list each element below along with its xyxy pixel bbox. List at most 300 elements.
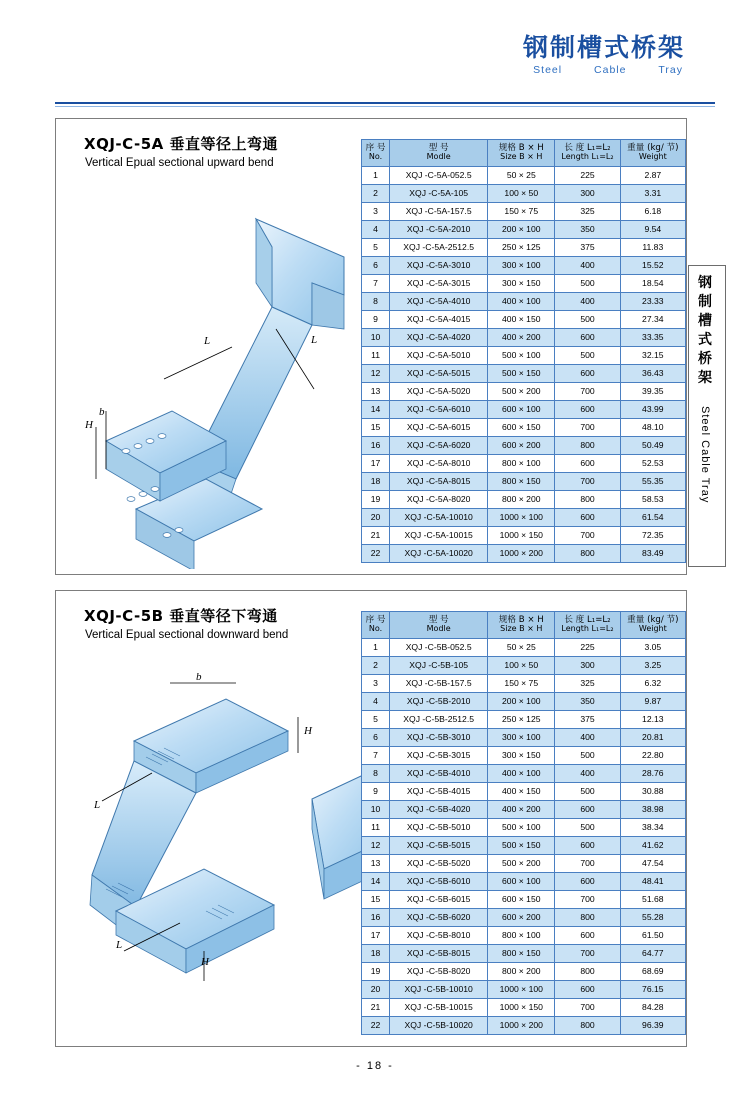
table-row xyxy=(362,801,686,819)
cell-model: XQJ -C-5B-6015 xyxy=(390,891,488,909)
table-row xyxy=(362,455,686,473)
table-row xyxy=(362,963,686,981)
cell-weight: 43.99 xyxy=(620,401,685,419)
cell-length: 500 xyxy=(555,275,620,293)
table-row xyxy=(362,873,686,891)
table-row xyxy=(362,491,686,509)
cell-no: 11 xyxy=(362,819,390,837)
cell-model: XQJ -C-5A-2010 xyxy=(390,221,488,239)
cell-size: 500 × 150 xyxy=(488,365,555,383)
cell-model: XQJ -C-5B-105 xyxy=(390,657,488,675)
cell-size: 800 × 150 xyxy=(488,473,555,491)
table-row xyxy=(362,909,686,927)
cell-model: XQJ -C-5B-2512.5 xyxy=(390,711,488,729)
table-row xyxy=(362,657,686,675)
table-row xyxy=(362,509,686,527)
table-body xyxy=(362,167,686,563)
table-row xyxy=(362,167,686,185)
drawing-label-b: b xyxy=(99,406,105,418)
cell-no: 20 xyxy=(362,509,390,527)
header-divider-thin xyxy=(55,106,715,107)
cell-size: 400 × 100 xyxy=(488,293,555,311)
table-row xyxy=(362,981,686,999)
cell-length: 800 xyxy=(555,1017,620,1035)
table-row xyxy=(362,347,686,365)
table-row xyxy=(362,639,686,657)
cell-size: 500 × 200 xyxy=(488,383,555,401)
col-header-weight: 重量 (kg/ 节) Weight xyxy=(620,140,685,167)
header-title-cn: 钢制槽式桥架 xyxy=(522,33,685,62)
cell-weight: 68.69 xyxy=(620,963,685,981)
cell-no: 2 xyxy=(362,657,390,675)
table-row xyxy=(362,401,686,419)
cell-size: 200 × 100 xyxy=(488,221,555,239)
drawing-label-L-top: L xyxy=(204,335,211,347)
cell-size: 600 × 200 xyxy=(488,909,555,927)
cell-size: 400 × 150 xyxy=(488,783,555,801)
cell-weight: 48.41 xyxy=(620,873,685,891)
table-row xyxy=(362,365,686,383)
table-row xyxy=(362,383,686,401)
cell-model: XQJ -C-5A-3010 xyxy=(390,257,488,275)
cell-length: 600 xyxy=(555,927,620,945)
header-sub-word-3: Tray xyxy=(658,64,683,76)
cell-weight: 20.81 xyxy=(620,729,685,747)
table-row xyxy=(362,275,686,293)
cell-weight: 39.35 xyxy=(620,383,685,401)
cell-model: XQJ -C-5A-10020 xyxy=(390,545,488,563)
header-subtitle-en xyxy=(505,64,683,76)
cell-weight: 61.54 xyxy=(620,509,685,527)
cell-length: 600 xyxy=(555,455,620,473)
cell-length: 400 xyxy=(555,729,620,747)
cell-size: 500 × 100 xyxy=(488,819,555,837)
cell-model: XQJ -C-5B-10010 xyxy=(390,981,488,999)
cell-size: 800 × 150 xyxy=(488,945,555,963)
cell-model: XQJ -C-5A-6020 xyxy=(390,437,488,455)
cell-model: XQJ -C-5A-4015 xyxy=(390,311,488,329)
cell-size: 250 × 125 xyxy=(488,711,555,729)
header-sub-word-1: Steel xyxy=(533,64,563,76)
cell-weight: 12.13 xyxy=(620,711,685,729)
drawing-label-H: H xyxy=(85,419,93,431)
table-row xyxy=(362,257,686,275)
cell-no: 6 xyxy=(362,729,390,747)
table-row xyxy=(362,311,686,329)
cell-weight: 32.15 xyxy=(620,347,685,365)
drawing-b-label-L-left: L xyxy=(94,799,101,811)
cell-model: XQJ -C-5B-4010 xyxy=(390,765,488,783)
cell-weight: 9.87 xyxy=(620,693,685,711)
cell-size: 1000 × 150 xyxy=(488,527,555,545)
cell-model: XQJ -C-5A-10015 xyxy=(390,527,488,545)
cell-length: 700 xyxy=(555,473,620,491)
cell-weight: 9.54 xyxy=(620,221,685,239)
cell-size: 400 × 200 xyxy=(488,801,555,819)
cell-model: XQJ -C-5B-8015 xyxy=(390,945,488,963)
spec-table-upward-bend xyxy=(361,139,686,563)
drawing-b-label-H-bottom: H xyxy=(201,956,209,968)
cell-no: 19 xyxy=(362,491,390,509)
cell-size: 600 × 150 xyxy=(488,891,555,909)
table-row xyxy=(362,473,686,491)
cell-no: 12 xyxy=(362,837,390,855)
drawing-b-label-L-bottom: L xyxy=(116,939,123,951)
cell-no: 8 xyxy=(362,293,390,311)
cell-length: 600 xyxy=(555,873,620,891)
cell-weight: 3.25 xyxy=(620,657,685,675)
drawing-b-label-H-top: H xyxy=(304,725,312,737)
table-row xyxy=(362,711,686,729)
cell-length: 700 xyxy=(555,945,620,963)
cell-no: 13 xyxy=(362,383,390,401)
page-footer xyxy=(0,1060,750,1072)
col-header-no: 序 号 No. xyxy=(362,140,390,167)
cell-size: 1000 × 150 xyxy=(488,999,555,1017)
cell-length: 700 xyxy=(555,855,620,873)
cell-length: 800 xyxy=(555,491,620,509)
cell-no: 10 xyxy=(362,329,390,347)
cell-length: 400 xyxy=(555,765,620,783)
cell-size: 800 × 200 xyxy=(488,491,555,509)
cell-weight: 51.68 xyxy=(620,891,685,909)
table-row xyxy=(362,293,686,311)
cell-size: 800 × 200 xyxy=(488,963,555,981)
cell-model: XQJ -C-5B-6020 xyxy=(390,909,488,927)
cell-length: 500 xyxy=(555,783,620,801)
header-divider xyxy=(55,102,715,104)
col-header-model: 型 号 Modle xyxy=(390,612,488,639)
table-row xyxy=(362,891,686,909)
cell-weight: 22.80 xyxy=(620,747,685,765)
cell-no: 2 xyxy=(362,185,390,203)
cell-model: XQJ -C-5B-4015 xyxy=(390,783,488,801)
cell-size: 600 × 150 xyxy=(488,419,555,437)
table-row xyxy=(362,783,686,801)
table-row xyxy=(362,729,686,747)
cell-size: 250 × 125 xyxy=(488,239,555,257)
cell-size: 800 × 100 xyxy=(488,927,555,945)
cell-size: 300 × 150 xyxy=(488,275,555,293)
cell-no: 1 xyxy=(362,639,390,657)
cell-size: 50 × 25 xyxy=(488,639,555,657)
cell-no: 19 xyxy=(362,963,390,981)
cell-model: XQJ -C-5A-105 xyxy=(390,185,488,203)
cell-length: 500 xyxy=(555,747,620,765)
cell-no: 21 xyxy=(362,999,390,1017)
side-tab-label-cn: 钢制槽式桥架 xyxy=(698,275,713,386)
cell-model: XQJ -C-5A-4020 xyxy=(390,329,488,347)
cell-length: 600 xyxy=(555,329,620,347)
cell-model: XQJ -C-5B-3015 xyxy=(390,747,488,765)
cell-length: 300 xyxy=(555,185,620,203)
cell-model: XQJ -C-5A-5010 xyxy=(390,347,488,365)
table-row xyxy=(362,221,686,239)
cell-model: XQJ -C-5A-5020 xyxy=(390,383,488,401)
section-title-en-b: Vertical Epual sectional downward bend xyxy=(85,629,289,641)
cell-no: 9 xyxy=(362,311,390,329)
cell-no: 3 xyxy=(362,203,390,221)
cell-no: 1 xyxy=(362,167,390,185)
cell-length: 500 xyxy=(555,311,620,329)
cell-size: 500 × 200 xyxy=(488,855,555,873)
cell-model: XQJ -C-5A-6015 xyxy=(390,419,488,437)
cell-model: XQJ -C-5B-8020 xyxy=(390,963,488,981)
section-panel-upward-bend xyxy=(55,118,687,575)
cell-no: 11 xyxy=(362,347,390,365)
cell-length: 700 xyxy=(555,383,620,401)
cell-weight: 6.18 xyxy=(620,203,685,221)
col-header-length: 长 度 L₁=L₂ Length L₁=L₂ xyxy=(555,612,620,639)
cell-no: 9 xyxy=(362,783,390,801)
table-row xyxy=(362,945,686,963)
cell-size: 150 × 75 xyxy=(488,675,555,693)
table-row xyxy=(362,329,686,347)
cell-length: 700 xyxy=(555,419,620,437)
cell-model: XQJ -C-5B-8010 xyxy=(390,927,488,945)
cell-length: 700 xyxy=(555,527,620,545)
cell-length: 225 xyxy=(555,167,620,185)
cell-weight: 3.05 xyxy=(620,639,685,657)
cell-no: 22 xyxy=(362,1017,390,1035)
cell-length: 325 xyxy=(555,675,620,693)
cell-size: 1000 × 200 xyxy=(488,545,555,563)
section-title-cn: XQJ-C-5A 垂直等径上弯通 xyxy=(84,135,278,153)
cell-weight: 76.15 xyxy=(620,981,685,999)
col-header-model: 型 号 Modle xyxy=(390,140,488,167)
cell-length: 600 xyxy=(555,981,620,999)
drawing-b-label-b: b xyxy=(196,671,202,683)
cell-size: 100 × 50 xyxy=(488,657,555,675)
cell-weight: 27.34 xyxy=(620,311,685,329)
cell-weight: 11.83 xyxy=(620,239,685,257)
cell-model: XQJ -C-5A-8010 xyxy=(390,455,488,473)
cell-size: 1000 × 100 xyxy=(488,509,555,527)
cell-length: 400 xyxy=(555,257,620,275)
table-row xyxy=(362,765,686,783)
table-body xyxy=(362,639,686,1035)
cell-weight: 52.53 xyxy=(620,455,685,473)
cell-weight: 41.62 xyxy=(620,837,685,855)
cell-weight: 96.39 xyxy=(620,1017,685,1035)
cell-length: 600 xyxy=(555,509,620,527)
table-row xyxy=(362,675,686,693)
cell-no: 5 xyxy=(362,239,390,257)
col-header-no: 序 号 No. xyxy=(362,612,390,639)
cell-size: 300 × 100 xyxy=(488,257,555,275)
cell-model: XQJ -C-5A-4010 xyxy=(390,293,488,311)
cell-weight: 55.28 xyxy=(620,909,685,927)
spec-table-downward-bend xyxy=(361,611,686,1035)
col-header-size: 规格 B × H Size B × H xyxy=(488,612,555,639)
col-header-weight: 重量 (kg/ 节) Weight xyxy=(620,612,685,639)
cell-no: 13 xyxy=(362,855,390,873)
cell-weight: 83.49 xyxy=(620,545,685,563)
cell-weight: 18.54 xyxy=(620,275,685,293)
table-row xyxy=(362,927,686,945)
cell-model: XQJ -C-5B-2010 xyxy=(390,693,488,711)
cell-no: 5 xyxy=(362,711,390,729)
table-row xyxy=(362,855,686,873)
table-row xyxy=(362,419,686,437)
cell-weight: 58.53 xyxy=(620,491,685,509)
cell-no: 16 xyxy=(362,909,390,927)
page-header xyxy=(55,20,715,110)
cell-no: 20 xyxy=(362,981,390,999)
cell-size: 200 × 100 xyxy=(488,693,555,711)
cell-size: 500 × 100 xyxy=(488,347,555,365)
cell-model: XQJ -C-5A-10010 xyxy=(390,509,488,527)
page-number: - 18 - xyxy=(356,1060,394,1072)
cell-no: 4 xyxy=(362,221,390,239)
cell-length: 375 xyxy=(555,239,620,257)
table-row xyxy=(362,185,686,203)
cell-weight: 6.32 xyxy=(620,675,685,693)
table-row xyxy=(362,527,686,545)
cell-weight: 30.88 xyxy=(620,783,685,801)
table-row xyxy=(362,999,686,1017)
cell-weight: 23.33 xyxy=(620,293,685,311)
table-row xyxy=(362,437,686,455)
cell-length: 225 xyxy=(555,639,620,657)
cell-size: 800 × 100 xyxy=(488,455,555,473)
cell-size: 1000 × 200 xyxy=(488,1017,555,1035)
cell-size: 600 × 100 xyxy=(488,873,555,891)
upward-bend-drawing xyxy=(76,179,396,569)
cell-size: 300 × 150 xyxy=(488,747,555,765)
cell-length: 375 xyxy=(555,711,620,729)
cell-length: 800 xyxy=(555,437,620,455)
section-title-cn-b: XQJ-C-5B 垂直等径下弯通 xyxy=(84,607,278,625)
table-header-row xyxy=(362,140,686,167)
cell-length: 500 xyxy=(555,819,620,837)
cell-no: 4 xyxy=(362,693,390,711)
cell-weight: 33.35 xyxy=(620,329,685,347)
cell-no: 15 xyxy=(362,891,390,909)
cell-size: 150 × 75 xyxy=(488,203,555,221)
cell-length: 400 xyxy=(555,293,620,311)
cell-model: XQJ -C-5A-157.5 xyxy=(390,203,488,221)
cell-model: XQJ -C-5B-5010 xyxy=(390,819,488,837)
cell-length: 300 xyxy=(555,657,620,675)
cell-weight: 47.54 xyxy=(620,855,685,873)
table-row xyxy=(362,1017,686,1035)
cell-weight: 38.34 xyxy=(620,819,685,837)
table-row xyxy=(362,203,686,221)
cell-size: 400 × 200 xyxy=(488,329,555,347)
cell-model: XQJ -C-5B-5020 xyxy=(390,855,488,873)
cell-model: XQJ -C-5A-6010 xyxy=(390,401,488,419)
cell-length: 350 xyxy=(555,221,620,239)
cell-weight: 28.76 xyxy=(620,765,685,783)
table-row xyxy=(362,693,686,711)
cell-length: 800 xyxy=(555,963,620,981)
cell-model: XQJ -C-5A-5015 xyxy=(390,365,488,383)
cell-model: XQJ -C-5A-8020 xyxy=(390,491,488,509)
cell-weight: 2.87 xyxy=(620,167,685,185)
cell-no: 15 xyxy=(362,419,390,437)
cell-length: 800 xyxy=(555,545,620,563)
table-row xyxy=(362,819,686,837)
cell-length: 700 xyxy=(555,999,620,1017)
cell-length: 600 xyxy=(555,401,620,419)
table-row xyxy=(362,545,686,563)
section-title-en: Vertical Epual sectional upward bend xyxy=(85,157,274,169)
cell-length: 800 xyxy=(555,909,620,927)
cell-weight: 50.49 xyxy=(620,437,685,455)
cell-model: XQJ -C-5A-8015 xyxy=(390,473,488,491)
cell-no: 14 xyxy=(362,401,390,419)
cell-model: XQJ -C-5A-052.5 xyxy=(390,167,488,185)
table-row xyxy=(362,837,686,855)
cell-no: 3 xyxy=(362,675,390,693)
col-header-size: 规格 B × H Size B × H xyxy=(488,140,555,167)
cell-no: 8 xyxy=(362,765,390,783)
table-header-row xyxy=(362,612,686,639)
cell-weight: 61.50 xyxy=(620,927,685,945)
cell-weight: 64.77 xyxy=(620,945,685,963)
cell-size: 50 × 25 xyxy=(488,167,555,185)
cell-size: 100 × 50 xyxy=(488,185,555,203)
cell-no: 17 xyxy=(362,455,390,473)
cell-model: XQJ -C-5B-10020 xyxy=(390,1017,488,1035)
cell-length: 500 xyxy=(555,347,620,365)
cell-weight: 36.43 xyxy=(620,365,685,383)
cell-model: XQJ -C-5B-3010 xyxy=(390,729,488,747)
cell-length: 700 xyxy=(555,891,620,909)
cell-model: XQJ -C-5A-3015 xyxy=(390,275,488,293)
cell-length: 350 xyxy=(555,693,620,711)
cell-size: 400 × 150 xyxy=(488,311,555,329)
cell-model: XQJ -C-5B-157.5 xyxy=(390,675,488,693)
cell-weight: 48.10 xyxy=(620,419,685,437)
table-row xyxy=(362,747,686,765)
cell-no: 18 xyxy=(362,945,390,963)
cell-no: 14 xyxy=(362,873,390,891)
cell-model: XQJ -C-5A-2512.5 xyxy=(390,239,488,257)
table-row xyxy=(362,239,686,257)
cell-size: 600 × 100 xyxy=(488,401,555,419)
cell-size: 600 × 200 xyxy=(488,437,555,455)
cell-weight: 3.31 xyxy=(620,185,685,203)
cell-model: XQJ -C-5B-4020 xyxy=(390,801,488,819)
cell-no: 7 xyxy=(362,747,390,765)
col-header-length: 长 度 L₁=L₂ Length L₁=L₂ xyxy=(555,140,620,167)
section-panel-downward-bend xyxy=(55,590,687,1047)
cell-size: 1000 × 100 xyxy=(488,981,555,999)
cell-model: XQJ -C-5B-5015 xyxy=(390,837,488,855)
cell-weight: 72.35 xyxy=(620,527,685,545)
cell-model: XQJ -C-5B-052.5 xyxy=(390,639,488,657)
cell-no: 21 xyxy=(362,527,390,545)
cell-no: 7 xyxy=(362,275,390,293)
cell-size: 500 × 150 xyxy=(488,837,555,855)
cell-no: 17 xyxy=(362,927,390,945)
cell-no: 18 xyxy=(362,473,390,491)
header-sub-word-2: Cable xyxy=(594,64,627,76)
cell-weight: 15.52 xyxy=(620,257,685,275)
drawing-label-L-right: L xyxy=(311,334,318,346)
cell-length: 600 xyxy=(555,837,620,855)
cell-no: 10 xyxy=(362,801,390,819)
side-tab-label-en: Steel Cable Tray xyxy=(699,406,711,504)
cell-weight: 55.35 xyxy=(620,473,685,491)
cell-size: 300 × 100 xyxy=(488,729,555,747)
cell-no: 22 xyxy=(362,545,390,563)
cell-model: XQJ -C-5B-6010 xyxy=(390,873,488,891)
cell-model: XQJ -C-5B-10015 xyxy=(390,999,488,1017)
side-tab xyxy=(688,265,726,567)
